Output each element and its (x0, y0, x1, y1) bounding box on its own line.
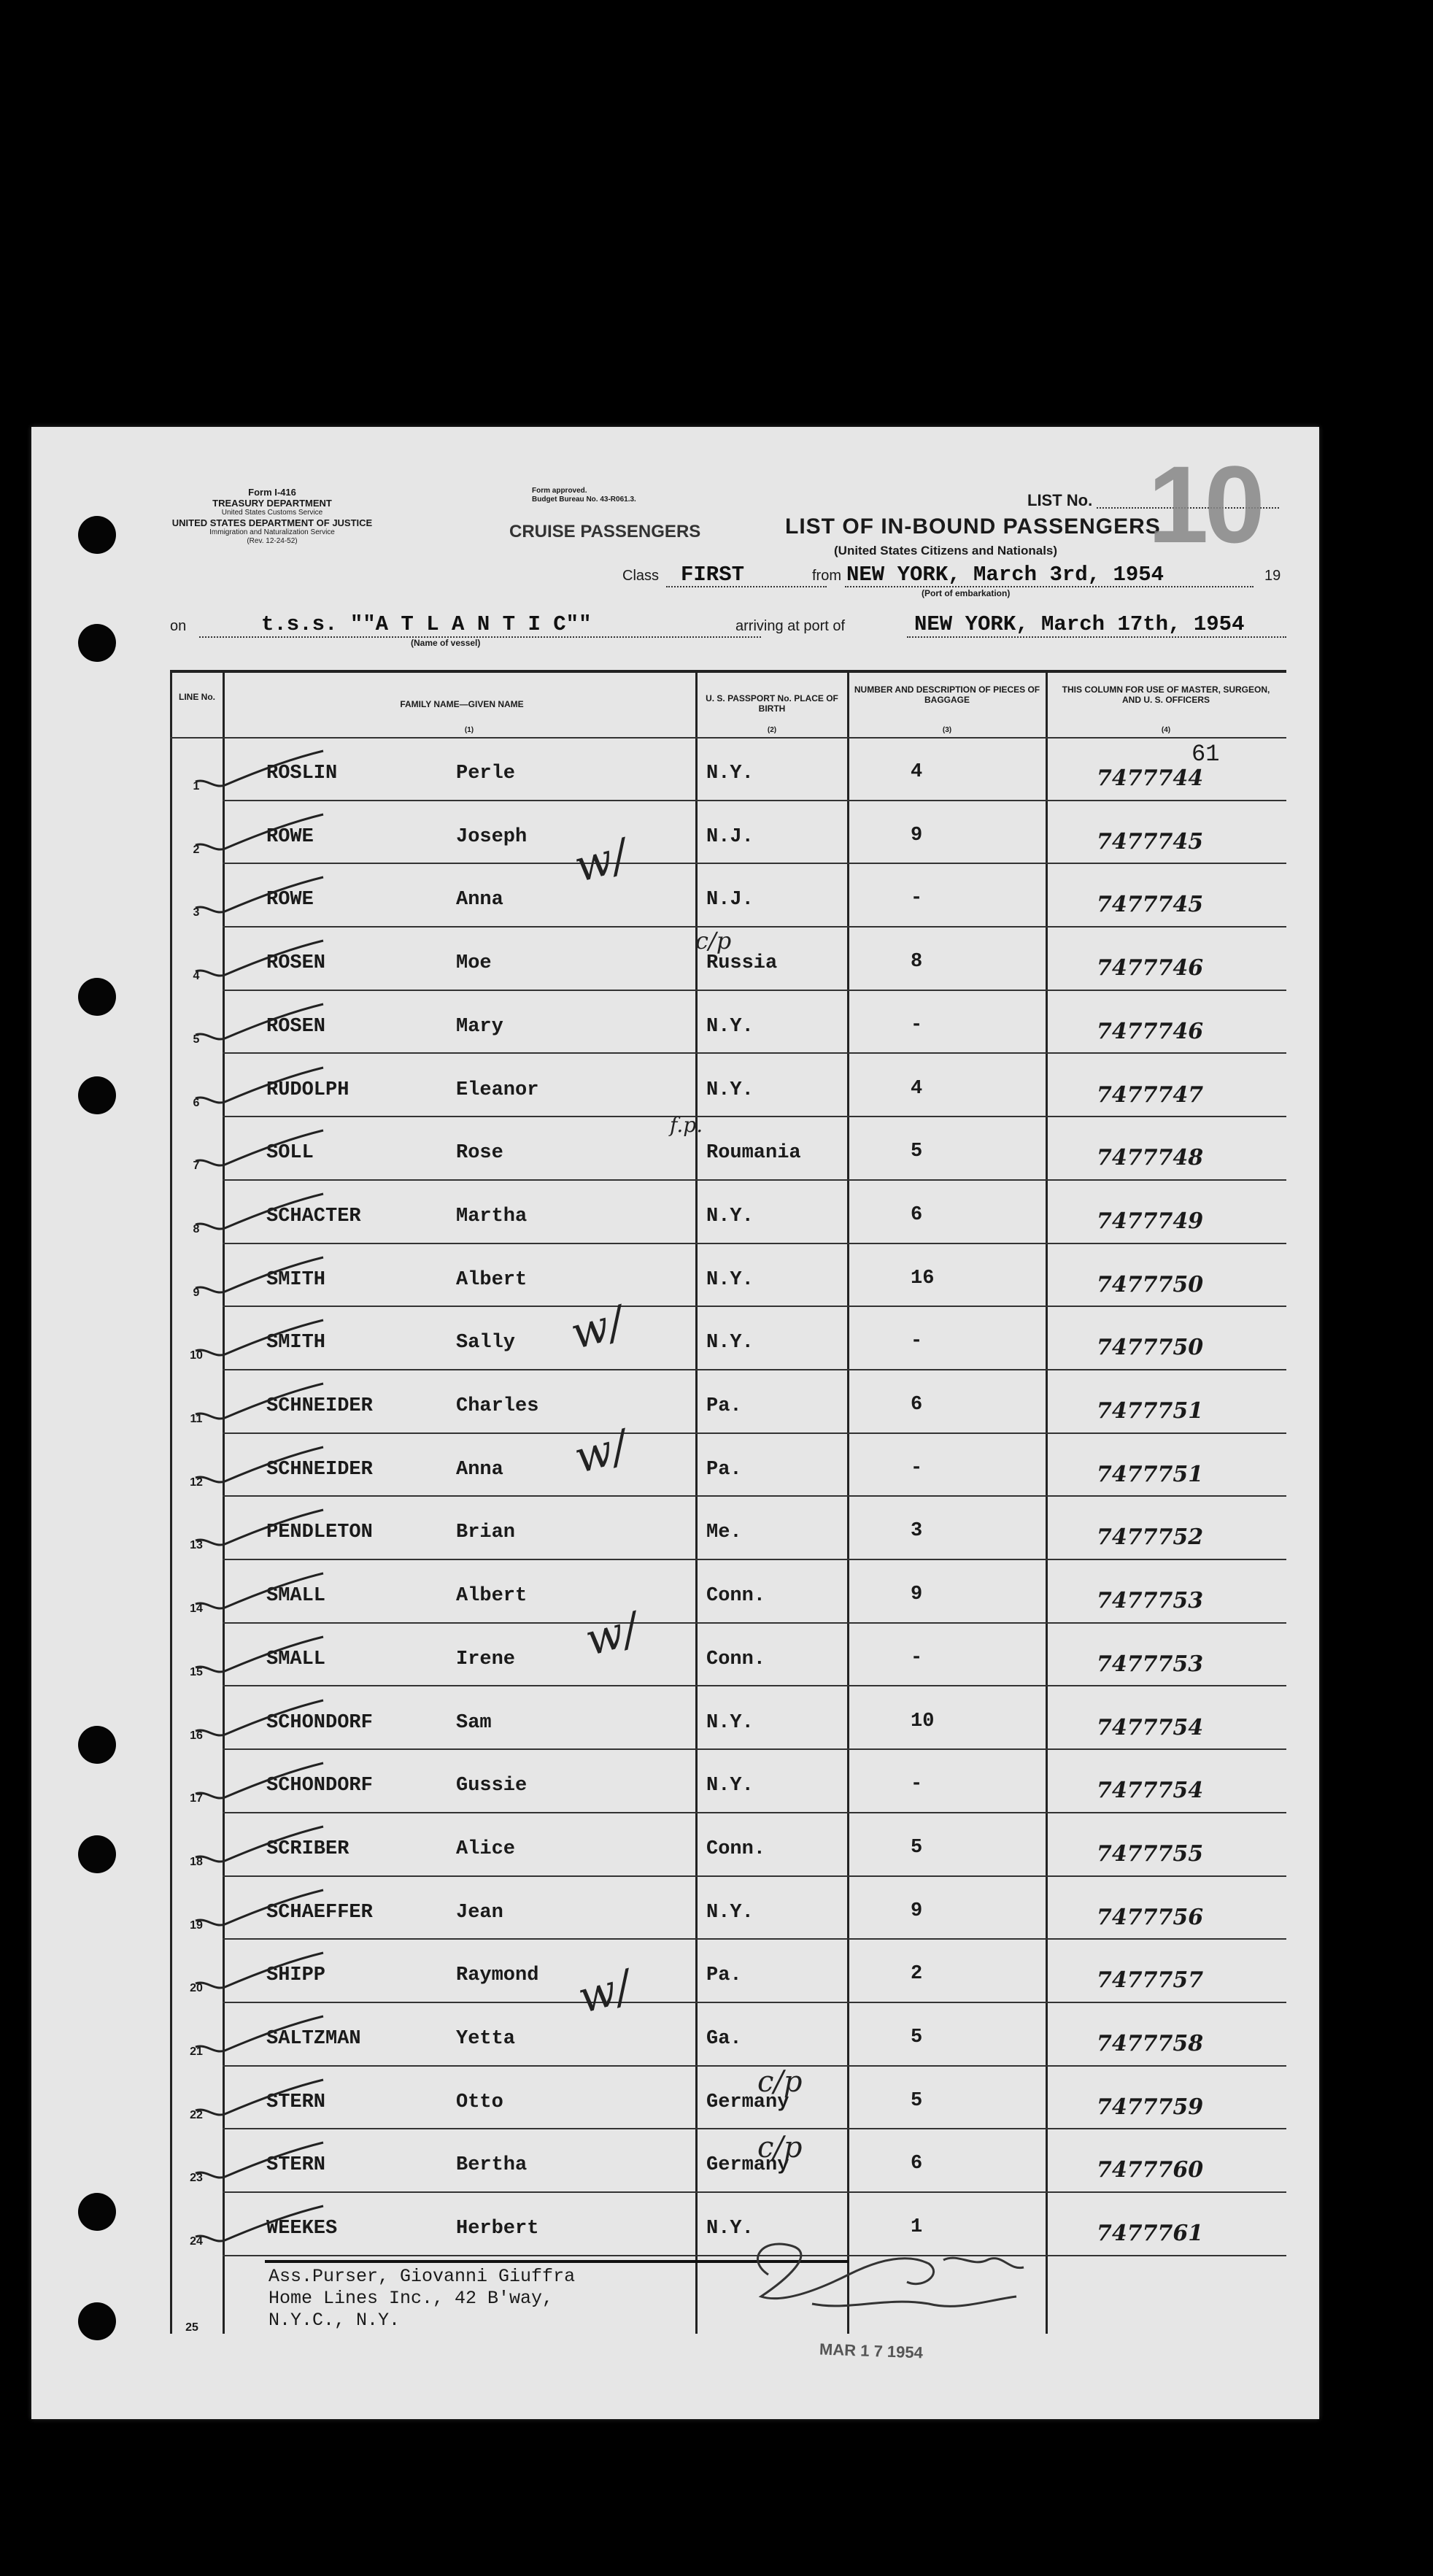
line-number: 2 (193, 843, 200, 856)
form-approved: Form approved. (532, 487, 587, 495)
class-line (666, 586, 827, 587)
family-name: SALTZMAN (266, 2028, 361, 2050)
baggage-count: 6 (911, 2153, 923, 2175)
page-title: LIST OF IN-BOUND PASSENGERS (785, 514, 1161, 539)
family-name: SCHACTER (266, 1205, 361, 1227)
family-name: ROWE (266, 889, 314, 911)
table-row (170, 1434, 1286, 1497)
binder-hole (78, 624, 116, 662)
table-row (170, 1687, 1286, 1751)
check-mark (192, 1314, 331, 1365)
place-of-birth: Germany (706, 2091, 789, 2113)
given-name: Yetta (456, 2028, 516, 2050)
baggage-count: 4 (911, 1077, 923, 1100)
officer-reference: 7477752 (1097, 1524, 1204, 1551)
check-mark (192, 1378, 331, 1429)
line-number: 10 (190, 1349, 203, 1362)
given-name: Sally (456, 1332, 516, 1354)
officer-reference: 7477753 (1097, 1588, 1204, 1614)
arriving-label: arriving at port of (735, 618, 846, 634)
baggage-count: 2 (911, 1963, 923, 1986)
class-label: Class (622, 568, 660, 584)
table-row (170, 1181, 1286, 1244)
baggage-count: 10 (911, 1710, 935, 1732)
officer-reference: 7477745 (1097, 828, 1204, 855)
given-name: Albert (456, 1585, 528, 1608)
vessel-line (199, 636, 761, 638)
place-of-birth: Conn. (706, 1837, 766, 1860)
table-row (170, 991, 1286, 1054)
baggage-count: 9 (911, 824, 923, 847)
officer-reference: 7477760 (1097, 2157, 1204, 2183)
line-number: 15 (190, 1665, 203, 1678)
line-number: 18 (190, 1855, 203, 1868)
given-name: Albert (456, 1268, 528, 1291)
table-row (170, 1877, 1286, 1940)
given-name: Raymond (456, 1964, 539, 1987)
baggage-count: 9 (911, 1900, 923, 1922)
check-mark (192, 935, 331, 986)
table-row (170, 2067, 1286, 2130)
line-number: 6 (193, 1096, 200, 1109)
line-number: 4 (193, 970, 200, 983)
family-name: SMITH (266, 1268, 326, 1291)
place-of-birth: N.Y. (706, 1079, 754, 1101)
given-name: Irene (456, 1648, 516, 1670)
cp-annotation: c/p (757, 2131, 803, 2164)
line-number: 21 (190, 2045, 203, 2058)
line-number: 14 (190, 1603, 203, 1616)
place-of-birth: Pa. (706, 1458, 742, 1481)
officer-reference: 7477751 (1097, 1461, 1204, 1487)
baggage-count: 16 (911, 1267, 935, 1289)
place-of-birth: N.J. (706, 825, 754, 848)
wife-annotation: w/ (569, 1420, 633, 1484)
given-name: Bertha (456, 2154, 528, 2177)
table-row (170, 2003, 1286, 2067)
ins-service: Immigration and Naturalization Service (209, 528, 335, 536)
family-name: ROSLIN (266, 763, 338, 784)
line-number: 24 (190, 2235, 203, 2248)
check-mark (192, 998, 331, 1049)
sheet-reference: 61 (1191, 741, 1220, 768)
check-mark (192, 1884, 331, 1935)
baggage-count: 6 (911, 1203, 923, 1226)
table-row (170, 1497, 1286, 1560)
officer-reference: 7477744 (1097, 766, 1204, 791)
officer-reference: 7477754 (1097, 1778, 1204, 1804)
check-mark (192, 1441, 331, 1492)
check-mark (192, 1252, 331, 1303)
purser-line-1: Ass.Purser, Giovanni Giuffra (269, 2266, 576, 2287)
baggage-count: 9 (911, 1584, 923, 1606)
officer-reference: 7477747 (1097, 1081, 1204, 1108)
family-name: PENDLETON (266, 1522, 373, 1544)
cp-annotation: c/p (695, 927, 732, 955)
given-name: Herbert (456, 2218, 539, 2240)
officer-reference: 7477754 (1097, 1714, 1204, 1740)
revision: (Rev. 12-24-52) (247, 537, 298, 545)
family-name: SCHNEIDER (266, 1395, 373, 1417)
officer-reference: 7477746 (1097, 955, 1204, 982)
given-name: Gussie (456, 1775, 528, 1797)
form-header-left (163, 487, 382, 546)
col-number-3: (3) (942, 726, 952, 734)
check-mark (192, 1757, 331, 1808)
officer-reference: 7477758 (1097, 2031, 1204, 2056)
binder-hole (78, 2193, 116, 2231)
check-mark (192, 1567, 331, 1619)
port-embark-caption: (Port of embarkation) (922, 588, 1011, 598)
family-name: SOLL (266, 1142, 314, 1165)
place-of-birth: N.Y. (706, 1775, 754, 1797)
officer-reference: 7477759 (1097, 2094, 1204, 2120)
family-name: SMITH (266, 1332, 326, 1354)
given-name: Alice (456, 1837, 516, 1860)
family-name: ROSEN (266, 952, 326, 975)
line-number: 22 (190, 2108, 203, 2121)
place-of-birth: N.Y. (706, 763, 754, 784)
check-mark (192, 745, 331, 796)
binder-hole (78, 1835, 116, 1873)
table-row (170, 2193, 1286, 2256)
given-name: Eleanor (456, 1079, 539, 1101)
line-number: 19 (190, 1918, 203, 1932)
year-label: 19 (1264, 568, 1281, 584)
baggage-count: - (911, 1646, 923, 1669)
check-mark (192, 809, 331, 860)
table-row (170, 738, 1286, 801)
form-approval (532, 487, 722, 504)
family-name: STERN (266, 2091, 326, 2113)
officer-reference: 7477751 (1097, 1398, 1204, 1424)
place-of-birth: Conn. (706, 1585, 766, 1608)
place-of-birth: Me. (706, 1522, 742, 1544)
manifest-page (31, 427, 1319, 2419)
place-of-birth: N.Y. (706, 1711, 754, 1734)
treasury-dept: TREASURY DEPARTMENT (212, 498, 332, 509)
place-of-birth: N.Y. (706, 1268, 754, 1291)
wife-annotation: w/ (580, 1603, 644, 1667)
family-name: SCHNEIDER (266, 1458, 373, 1481)
place-of-birth: Pa. (706, 1964, 742, 1987)
col-header-passport: U. S. PASSPORT No. PLACE OF BIRTH (706, 693, 838, 714)
given-name: Perle (456, 763, 516, 784)
given-name: Anna (456, 1458, 503, 1481)
cp-annotation: c/p (757, 2065, 803, 2099)
date-stamp: MAR 1 7 1954 (819, 2340, 924, 2362)
col-number-4: (4) (1161, 726, 1171, 734)
given-name: Brian (456, 1522, 516, 1544)
table-row (170, 1244, 1286, 1308)
baggage-count: 5 (911, 1836, 923, 1859)
family-name: ROSEN (266, 1015, 326, 1038)
check-mark (192, 1694, 331, 1746)
from-label: from (812, 568, 841, 584)
baggage-count: 5 (911, 2027, 923, 2048)
baggage-count: 3 (911, 1520, 923, 1543)
officer-reference: 7477749 (1097, 1208, 1204, 1234)
family-name: STERN (266, 2154, 326, 2177)
binder-hole (78, 978, 116, 1016)
family-name: SCHONDORF (266, 1775, 373, 1797)
table-row (170, 1624, 1286, 1687)
page-subtitle: (United States Citizens and Nationals) (834, 544, 1058, 558)
given-name: Otto (456, 2091, 503, 2113)
check-mark (192, 1188, 331, 1239)
table-row (170, 2129, 1286, 2193)
line-number: 8 (193, 1222, 200, 1235)
line-number: 13 (190, 1539, 203, 1552)
place-of-birth: Russia (706, 952, 778, 975)
place-of-birth: N.Y. (706, 2218, 754, 2240)
class-value: FIRST (681, 563, 745, 587)
check-mark (192, 1062, 331, 1113)
line-number: 12 (190, 1476, 203, 1489)
given-name: Mary (456, 1015, 503, 1038)
check-mark (192, 1631, 331, 1682)
given-name: Joseph (456, 825, 528, 848)
officer-reference: 7477748 (1097, 1145, 1204, 1171)
place-of-birth: Germany (706, 2154, 789, 2177)
purser-line-2: Home Lines Inc., 42 B'way, (269, 2288, 554, 2309)
line-number: 7 (193, 1160, 200, 1173)
baggage-count: 6 (911, 1394, 923, 1416)
place-of-birth: N.Y. (706, 1332, 754, 1354)
line-number: 20 (190, 1982, 203, 1995)
table-row (170, 1117, 1286, 1181)
place-of-birth: Conn. (706, 1648, 766, 1670)
place-of-birth: N.J. (706, 889, 754, 911)
col-header-name: FAMILY NAME—GIVEN NAME (400, 699, 524, 709)
from-value: NEW YORK, March 3rd, 1954 (846, 563, 1164, 587)
on-label: on (170, 618, 187, 634)
family-name: ROWE (266, 825, 314, 848)
line-number: 11 (190, 1413, 203, 1425)
baggage-count: 4 (911, 761, 923, 783)
wife-annotation: w/ (569, 829, 633, 893)
line-number: 9 (193, 1286, 200, 1299)
place-of-birth: N.Y. (706, 1205, 754, 1227)
line-number: 5 (193, 1033, 200, 1046)
col-number-2: (2) (767, 726, 777, 734)
officer-reference: 7477761 (1097, 2221, 1204, 2247)
col-header-baggage: NUMBER AND DESCRIPTION OF PIECES OF BAGGAGE (854, 685, 1040, 705)
baggage-count: - (911, 1014, 923, 1036)
list-number: 10 (1148, 443, 1261, 566)
family-name: RUDOLPH (266, 1079, 349, 1101)
check-mark (192, 1821, 331, 1872)
given-name: Rose (456, 1142, 503, 1165)
check-mark (192, 1504, 331, 1555)
fp-annotation: f.p. (670, 1113, 703, 1137)
table-row (170, 1307, 1286, 1370)
officer-reference: 7477753 (1097, 1651, 1204, 1677)
wife-annotation: w/ (565, 1296, 630, 1360)
place-of-birth: Roumania (706, 1142, 801, 1165)
family-name: SMALL (266, 1585, 326, 1608)
line-number: 23 (190, 2172, 203, 2185)
table-row (170, 1054, 1286, 1118)
line-number: 1 (193, 780, 200, 793)
baggage-count: 1 (911, 2216, 923, 2239)
manifest-table (170, 670, 1286, 2334)
family-name: SCHONDORF (266, 1711, 373, 1734)
inspector-signature (739, 2231, 1053, 2333)
officer-reference: 7477756 (1097, 1904, 1204, 1930)
binder-hole (78, 1076, 116, 1114)
baggage-count: - (911, 887, 923, 910)
check-mark (192, 2200, 331, 2251)
officer-reference: 7477757 (1097, 1967, 1204, 1994)
baggage-count: 5 (911, 1141, 923, 1163)
line-number-25: 25 (185, 2321, 198, 2334)
table-row (170, 1560, 1286, 1624)
baggage-count: - (911, 1773, 923, 1796)
place-of-birth: Ga. (706, 2028, 742, 2050)
table-row (170, 864, 1286, 928)
check-mark (192, 2074, 331, 2125)
from-line (845, 586, 1254, 587)
baggage-count: - (911, 1457, 923, 1479)
wife-annotation: w/ (573, 1960, 637, 2024)
given-name: Charles (456, 1395, 539, 1417)
check-mark (192, 2010, 331, 2062)
family-name: SHIPP (266, 1964, 326, 1987)
place-of-birth: N.Y. (706, 1901, 754, 1924)
check-mark (192, 1947, 331, 1998)
given-name: Martha (456, 1205, 528, 1227)
family-name: WEEKES (266, 2218, 338, 2240)
given-name: Sam (456, 1711, 492, 1734)
form-number: Form I-416 (248, 487, 296, 498)
budget-bureau: Budget Bureau No. 43-R061.3. (532, 495, 636, 504)
check-mark (192, 2137, 331, 2188)
table-top-border (170, 670, 1286, 673)
given-name: Jean (456, 1901, 503, 1924)
col-number-1: (1) (464, 726, 474, 734)
table-row (170, 801, 1286, 865)
baggage-count: 8 (911, 951, 923, 973)
list-no-label: LIST No. (1027, 491, 1093, 509)
officer-reference: 7477750 (1097, 1335, 1204, 1361)
binder-hole (78, 1726, 116, 1764)
line-number: 3 (193, 906, 200, 919)
baggage-count: 5 (911, 2089, 923, 2112)
family-name: SMALL (266, 1648, 326, 1670)
col-header-line-no: LINE No. (179, 692, 215, 702)
table-row (170, 1940, 1286, 2003)
place-of-birth: Pa. (706, 1395, 742, 1417)
line-number: 16 (190, 1729, 203, 1742)
officer-reference: 7477746 (1097, 1018, 1204, 1044)
arrival-value: NEW YORK, March 17th, 1954 (914, 612, 1245, 636)
arrival-line (907, 636, 1286, 638)
binder-hole (78, 516, 116, 554)
check-mark (192, 1125, 331, 1176)
customs-service: United States Customs Service (221, 509, 323, 517)
cruise-passengers-stamp: CRUISE PASSENGERS (509, 522, 701, 541)
officer-reference: 7477745 (1097, 892, 1204, 918)
table-row (170, 1750, 1286, 1813)
given-name: Anna (456, 889, 503, 911)
baggage-count: - (911, 1330, 923, 1353)
vessel-caption: (Name of vessel) (411, 638, 481, 648)
col-header-officers: THIS COLUMN FOR USE OF MASTER, SURGEON, AND U. S. OFFICERS (1062, 685, 1270, 705)
table-row (170, 1370, 1286, 1434)
table-row (170, 1813, 1286, 1877)
officer-reference: 7477750 (1097, 1271, 1204, 1297)
purser-line-3: N.Y.C., N.Y. (269, 2310, 401, 2331)
vessel-value: t.s.s. ""A T L A N T I C"" (261, 612, 592, 636)
family-name: SCHAEFFER (266, 1901, 373, 1924)
check-mark (192, 871, 331, 922)
line-number: 17 (190, 1792, 203, 1805)
given-name: Moe (456, 952, 492, 975)
justice-dept: UNITED STATES DEPARTMENT OF JUSTICE (171, 517, 373, 528)
family-name: SCRIBER (266, 1837, 349, 1860)
officer-reference: 7477755 (1097, 1840, 1204, 1867)
binder-hole (78, 2302, 116, 2340)
place-of-birth: N.Y. (706, 1015, 754, 1038)
